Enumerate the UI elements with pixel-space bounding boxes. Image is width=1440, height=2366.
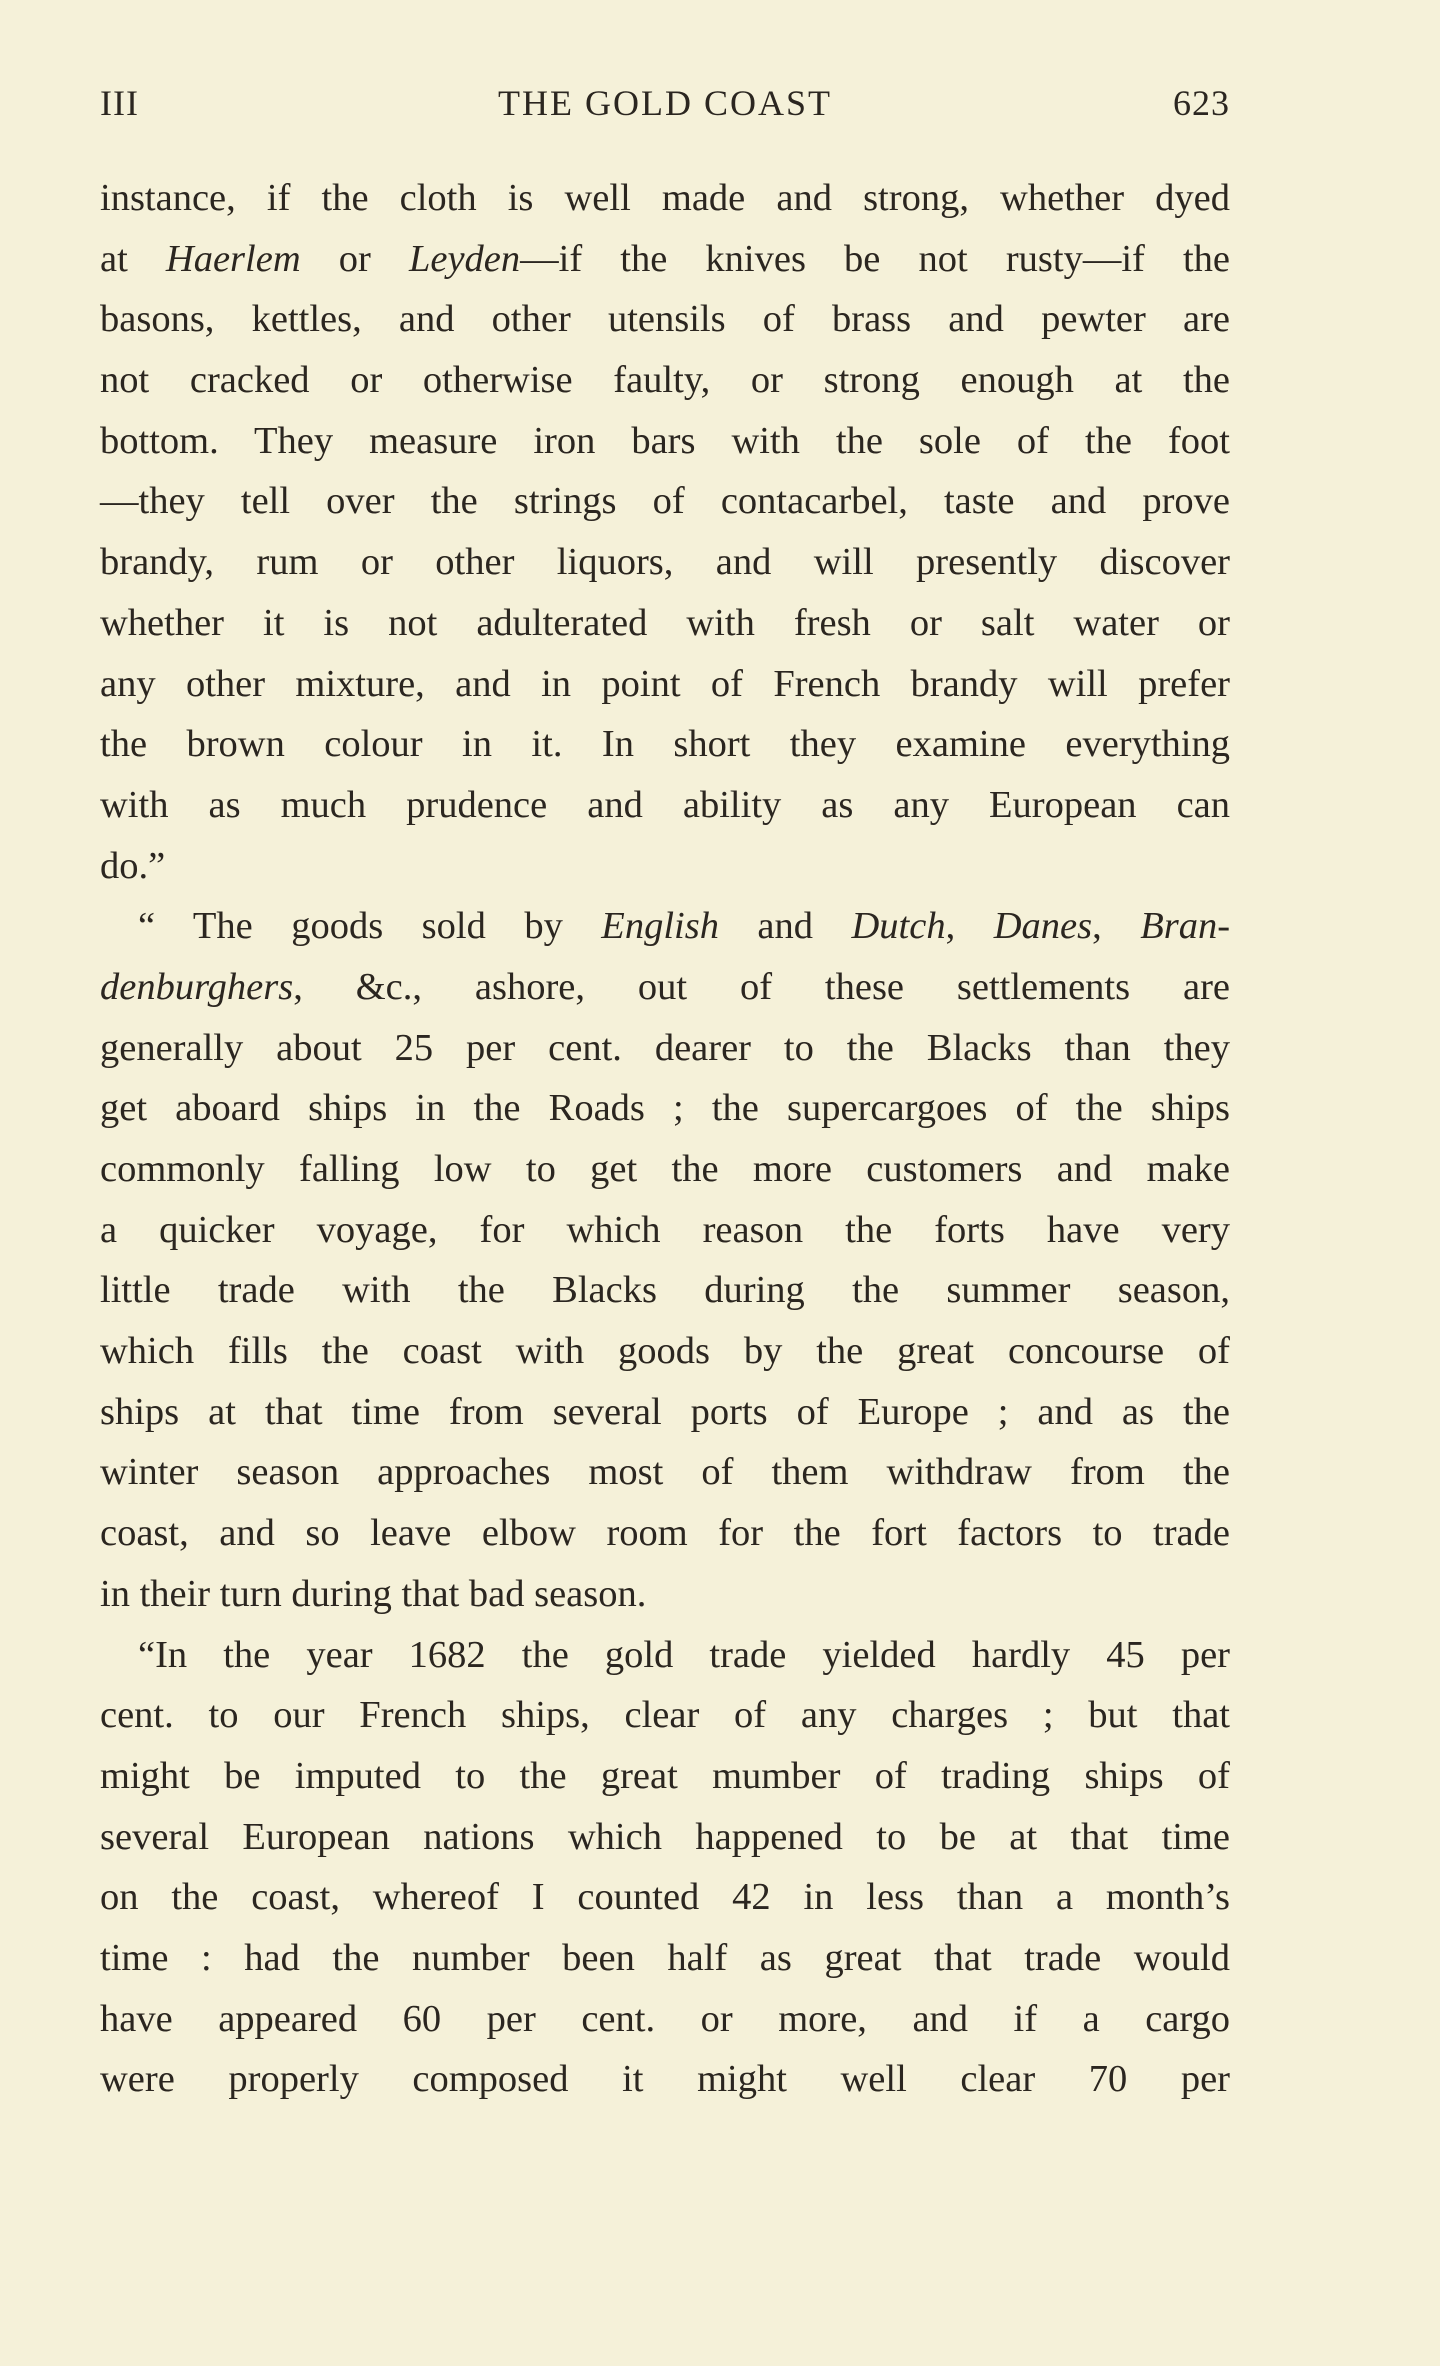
text-line (100, 1807, 1230, 1868)
text-line (100, 1442, 1230, 1503)
text-run: , (945, 905, 994, 948)
text-line (100, 714, 1230, 775)
text-line (100, 1746, 1230, 1807)
text-run: might be imputed to the great mumber of trading ships of (100, 1754, 1230, 1797)
text-line (100, 532, 1230, 593)
text-line (100, 1867, 1230, 1928)
text-run: winter season approaches most of them withdraw from the (100, 1451, 1230, 1494)
text-line (100, 1503, 1230, 1564)
text-run: or (300, 237, 409, 280)
text-run: commonly falling low to get the more customers and make (100, 1148, 1230, 1190)
text-line (100, 471, 1230, 532)
text-run: were properly composed it might well clear 70 per (100, 2058, 1230, 2101)
text-run: whether it is not adulterated with fresh or salt water or (100, 601, 1230, 644)
text-run: time : had the number been half as great that trade would (100, 1936, 1230, 1979)
italic-text: Haerlem (165, 237, 301, 280)
text-line (100, 229, 1230, 290)
text-line (100, 411, 1230, 472)
text-run: —if the knives be not rusty—if the (520, 237, 1230, 280)
italic-text: English (601, 905, 719, 948)
text-run: and (718, 905, 852, 948)
italic-text: denburghers (100, 965, 294, 1008)
text-run: any other mixture, and in point of French brandy will prefer (100, 662, 1230, 705)
text-line (100, 1078, 1230, 1139)
text-line (100, 1260, 1230, 1321)
text-line (100, 775, 1230, 836)
italic-text: Leyden (408, 237, 521, 280)
text-line (100, 1564, 1230, 1625)
text-run: cent. to our French ships, clear of any charges ; but that (100, 1694, 1230, 1737)
text-run: the brown colour in it. In short they examine everything (100, 723, 1230, 766)
text-run: “In the year 1682 the gold trade yielded hardly 45 per (138, 1633, 1230, 1676)
text-run: at (100, 237, 166, 280)
text-run: , (1092, 905, 1141, 948)
text-run: coast, and so leave elbow room for the fort factors to trade (100, 1512, 1230, 1555)
italic-text: Dutch (851, 905, 946, 948)
text-run: bottom. They measure iron bars with the sole of the foot (100, 419, 1230, 462)
text-run: instance, if the cloth is well made and strong, whether dyed (100, 177, 1230, 219)
text-line (100, 1200, 1230, 1261)
text-line (100, 836, 1230, 897)
text-line (100, 1928, 1230, 1989)
page-number: 623 (1173, 83, 1230, 123)
text-run: a quicker voyage, for which reason the forts have very (100, 1208, 1230, 1251)
text-line (100, 1018, 1230, 1079)
text-run: not cracked or otherwise faulty, or strong enough at the (100, 359, 1230, 402)
running-header (100, 82, 1230, 132)
body-text (100, 168, 1230, 2110)
text-line (100, 896, 1230, 957)
text-run: little trade with the Blacks during the summer season, (100, 1269, 1230, 1312)
text-line (100, 654, 1230, 715)
text-run: “ The goods sold by (138, 905, 602, 948)
running-title: THE GOLD COAST (498, 83, 832, 123)
text-line (100, 957, 1230, 1018)
text-run: in their turn during that bad season. (100, 1572, 647, 1615)
italic-text: Danes (993, 905, 1093, 948)
text-line (100, 593, 1230, 654)
text-line (100, 1382, 1230, 1443)
text-run: , &c., ashore, out of these settlements are (293, 965, 1230, 1008)
text-line (100, 289, 1230, 350)
text-run: with as much prudence and ability as any European can (100, 783, 1230, 826)
text-run: on the coast, whereof I counted 42 in less than a month’s (100, 1876, 1230, 1919)
text-run: have appeared 60 per cent. or more, and if a cargo (100, 1997, 1230, 2040)
text-line (100, 1989, 1230, 2050)
text-run: basons, kettles, and other utensils of brass and pewter are (100, 298, 1230, 341)
text-run: do.” (100, 844, 166, 887)
text-line (100, 2049, 1230, 2110)
text-line (100, 350, 1230, 411)
text-run: brandy, rum or other liquors, and will presently discover (100, 541, 1230, 584)
text-run: which fills the coast with goods by the great concourse of (100, 1330, 1230, 1373)
text-line (100, 168, 1230, 229)
text-line (100, 1625, 1230, 1686)
chapter-number: III (100, 83, 139, 123)
text-run: several European nations which happened to be at that time (100, 1815, 1230, 1858)
text-run: —they tell over the strings of contacarbel, taste and prove (100, 480, 1230, 523)
text-line (100, 1139, 1230, 1200)
text-run: ships at that time from several ports of Europe ; and as the (100, 1390, 1230, 1433)
italic-text: Bran- (1140, 905, 1231, 948)
text-run: generally about 25 per cent. dearer to the Blacks than they (100, 1026, 1230, 1069)
text-line (100, 1685, 1230, 1746)
text-line (100, 1321, 1230, 1382)
text-run: get aboard ships in the Roads ; the supercargoes of the ships (100, 1087, 1230, 1130)
